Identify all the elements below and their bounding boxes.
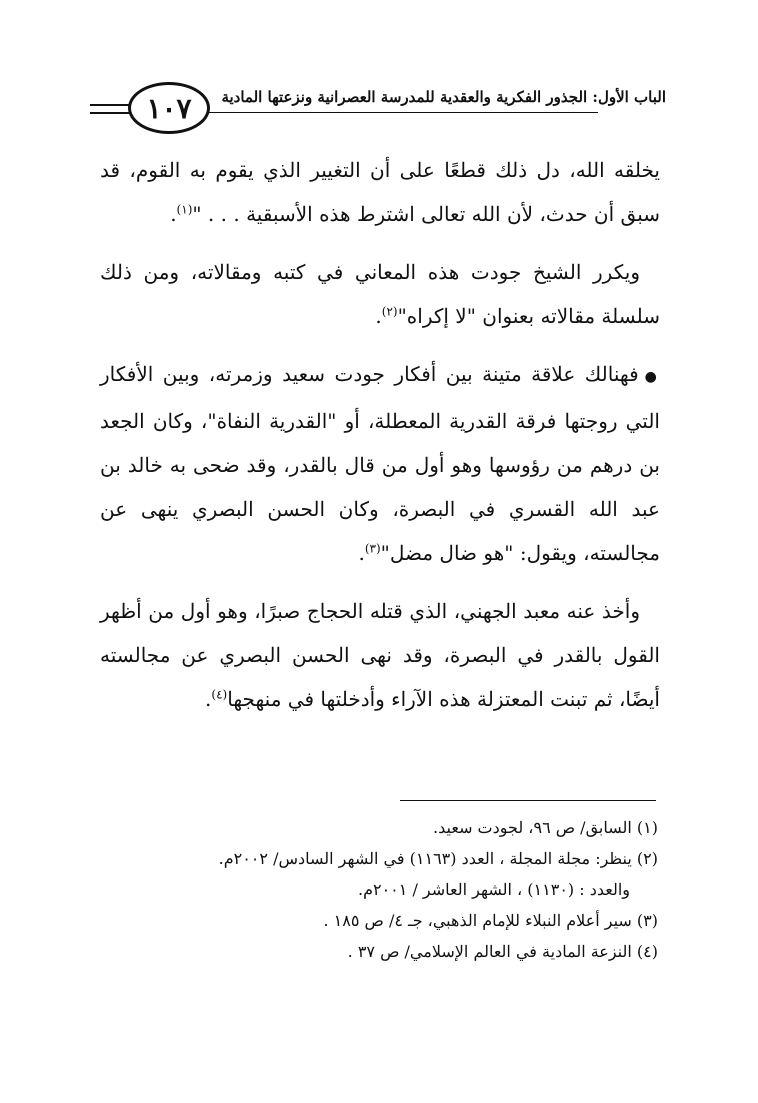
paragraph-end: .: [375, 304, 382, 328]
footnote-ref: (٣): [364, 541, 381, 556]
paragraph-end: .: [205, 687, 212, 711]
paragraph: [100, 589, 660, 721]
footnote-continuation: والعدد : (١١٣٠) ، الشهر العاشر / ٢٠٠١م.: [357, 880, 630, 899]
bullet-icon: ●: [644, 369, 661, 385]
page-header: [90, 78, 666, 138]
footnote: (١) السابق/ ص ٩٦، لجودت سعيد.: [433, 818, 658, 837]
paragraph: [100, 250, 660, 338]
footnote: (٣) سير أعلام النبلاء للإمام الذهبي، جـ ٤/ ص ١٨٥ .: [323, 911, 658, 930]
main-text: [100, 148, 660, 735]
chapter-title: الباب الأول: الجذور الفكرية والعقدية للمدرسة العصرانية ونزعتها المادية: [221, 88, 666, 106]
footnote-ref: (٤): [211, 687, 228, 702]
paragraph-text: فهنالك علاقة متينة بين أفكار جودت سعيد وزمرته، وبين الأفكار التي روجتها فرقة القدرية المعطلة، أو "القدرية النفاة"، وكان الجعد بن درهم من رؤوسها وهو أول من قال بالقدر، وقد ضحى به خالد بن عبد الله القسري في البصرة، وكان الحسن البصري ينهى عن مجالسته، ويقول: "هو ضال مضل": [100, 362, 660, 565]
footnote-ref: (١): [176, 202, 193, 217]
paragraph-text: وأخذ عنه معبد الجهني، الذي قتله الحجاج صبرًا، وهو أول من أظهر القول بالقدر في البصرة، وقد نهى الحسن البصري عن مجالسته أيضًا، ثم تبنت المعتزلة هذه الآراء وأدخلتها في منهجها: [100, 599, 660, 711]
footnotes: [80, 812, 658, 967]
paragraph-end: .: [170, 202, 177, 226]
paragraph-end: .: [358, 541, 365, 565]
header-rule: [90, 104, 132, 106]
footnote-separator: [400, 800, 656, 801]
paragraph: [100, 352, 660, 575]
paragraph-text: يخلقه الله، دل ذلك قطعًا على أن التغيير الذي يقوم به القوم، قد سبق أن حدث، لأن الله تعالى اشترط هذه الأسبقية . . . ": [100, 158, 660, 226]
header-rule: [90, 112, 132, 114]
page-number: ١٠٧: [128, 82, 210, 134]
footnote: (٢) ينظر: مجلة المجلة ، العدد (١١٦٣) في الشهر السادس/ ٢٠٠٢م.: [218, 849, 658, 868]
footnote: (٤) النزعة المادية في العالم الإسلامي/ ص ٣٧ .: [347, 942, 658, 961]
paragraph: [100, 148, 660, 236]
paragraph-text: ويكرر الشيخ جودت هذه المعاني في كتبه ومقالاته، ومن ذلك سلسلة مقالاته بعنوان "لا إكراه": [100, 260, 660, 328]
footnote-ref: (٢): [381, 304, 398, 319]
